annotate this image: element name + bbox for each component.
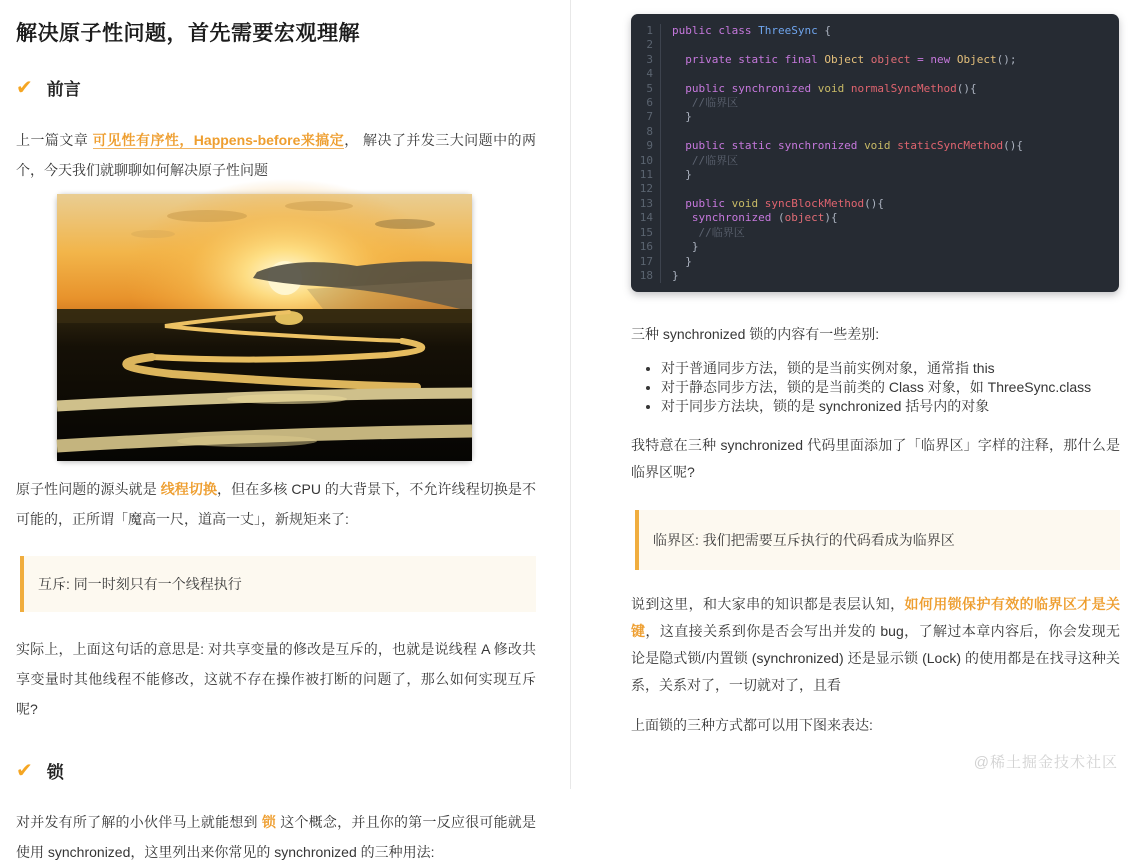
code-text: }: [672, 254, 692, 268]
code-line: [631, 110, 1119, 124]
text-segment: 我特意在三种 synchronized 代码里面添加了「临界区」字样的注释，那什么是临界区呢?: [631, 437, 1120, 481]
line-number: 6: [631, 96, 661, 110]
java-code-block: [631, 14, 1119, 292]
text-segment: ， 解决了并发三大问题中的两个，今天我们就聊聊如何解决原子性问题: [16, 132, 537, 179]
mutex-blockquote: [20, 556, 536, 612]
check-icon: ✔: [16, 760, 33, 783]
right-column: [571, 0, 1131, 789]
code-line: [631, 197, 1119, 211]
critical-section-question-paragraph: [631, 432, 1120, 486]
line-number: 2: [631, 38, 661, 52]
code-line: [631, 82, 1119, 96]
code-text: public synchronized void normalSyncMethod(){: [672, 81, 977, 95]
code-line: [631, 96, 1119, 110]
code-text: }: [672, 240, 699, 254]
code-text: [661, 67, 679, 81]
code-text: public void syncBlockMethod(){: [672, 196, 884, 210]
code-line: [631, 255, 1119, 269]
intro-paragraph: [16, 125, 536, 185]
check-icon: ✔: [16, 77, 33, 100]
code-text: synchronized (object){: [672, 211, 838, 225]
line-number: 17: [631, 255, 661, 269]
list-item: • 对于静态同步方法，锁的是当前类的 Class 对象，如 ThreeSync.class: [661, 378, 1120, 397]
critical-section-blockquote: [635, 510, 1120, 570]
sync-difference-paragraph: [631, 321, 1120, 348]
code-text: //临界区: [672, 153, 739, 167]
line-number: 8: [631, 125, 661, 139]
code-line: [631, 53, 1119, 67]
code-line: [631, 154, 1119, 168]
lock-relationship-paragraph: [631, 591, 1120, 699]
lock-types-list: [631, 359, 1120, 416]
text-segment: 对并发有所了解的小伙伴马上就能想到: [16, 814, 262, 831]
list-item: • 对于普通同步方法，锁的是当前实例对象，通常指 this: [661, 359, 1120, 378]
code-line: [631, 139, 1119, 153]
section-heading-label: 锁: [46, 763, 64, 783]
highlighted-text: 如何用锁保护有效的临界区才是关键: [631, 596, 1120, 640]
line-number: 16: [631, 240, 661, 254]
text-segment: 上一篇文章: [16, 132, 93, 149]
code-line: [631, 182, 1119, 196]
line-number: 18: [631, 269, 661, 283]
text-segment: 这个概念，并且你的第一反应很可能就是使用 synchronized，这里列出来你常见的 synchronized 的三种用法:: [16, 814, 537, 861]
page-title: 解决原子性问题，首先需要宏观理解: [16, 22, 360, 45]
code-line: [631, 211, 1119, 225]
line-number: 15: [631, 226, 661, 240]
code-line: [631, 67, 1119, 81]
code-line: [631, 24, 1119, 38]
code-text: }: [672, 168, 692, 182]
sunset-river-photo: [57, 194, 472, 461]
line-number: 11: [631, 168, 661, 182]
mutex-explained-paragraph: [16, 634, 536, 724]
text-segment: 说到这里，和大家串的知识都是表层认知，: [631, 596, 905, 613]
code-line: [631, 38, 1119, 52]
juejin-watermark: @稀土掘金技术社区: [973, 754, 1118, 771]
section-heading-label: 前言: [46, 80, 81, 100]
section-heading-intro: [16, 75, 536, 100]
text-segment: 实际上，上面这句话的意思是: 对共享变量的修改是互斥的，也就是说线程 A 修改共享变量时其他线程不能修改，这就不存在操作被打断的问题了，那么如何实现互斥呢?: [16, 641, 536, 718]
code-line: [631, 168, 1119, 182]
sunset-river-illustration: [57, 194, 472, 461]
code-line: [631, 226, 1119, 240]
line-number: 7: [631, 110, 661, 124]
text-segment: ，但在多核 CPU 的大背景下，不允许线程切换是不可能的，正所谓「魔高一尺，道高一丈」，新规矩来了:: [16, 481, 536, 528]
line-number: 13: [631, 197, 661, 211]
list-item: • 对于同步方法块，锁的是 synchronized 括号内的对象: [661, 397, 1120, 416]
text-segment: 原子性问题的源头就是: [16, 481, 161, 498]
code-line: [631, 240, 1119, 254]
highlighted-text: 线程切换: [160, 481, 218, 498]
code-line: [631, 269, 1119, 283]
code-text: //临界区: [672, 225, 745, 239]
blockquote-text: 临界区: 我们把需要互斥执行的代码看成为临界区: [653, 532, 955, 549]
code-line: [631, 125, 1119, 139]
text-segment: 上面锁的三种方式都可以用下图来表达:: [631, 717, 873, 734]
text-segment: ，这直接关系到你是否会写出并发的 bug，了解过本章内容后，你会发现无论是隐式锁/内置锁 (synchronized) 还是显示锁 (Lock) 的使用都是在找寻这种关系，关系对了，一切就对了，且看: [631, 623, 1121, 694]
atomicity-paragraph: [16, 474, 536, 534]
line-number: 12: [631, 182, 661, 196]
section-heading-lock: [16, 758, 536, 783]
lock-intro-paragraph: [16, 807, 536, 867]
diagram-lead-paragraph: [631, 712, 1120, 739]
code-text: }: [672, 268, 679, 282]
code-text: [661, 125, 679, 139]
line-number: 1: [631, 24, 661, 38]
blockquote-text: 互斥: 同一时刻只有一个线程执行: [38, 576, 242, 593]
code-text: public static synchronized void staticSyncMethod(){: [672, 139, 1024, 153]
line-number: 10: [631, 154, 661, 168]
text-segment: 三种 synchronized 锁的内容有一些差别:: [631, 326, 880, 343]
line-number: 4: [631, 67, 661, 81]
code-text: //临界区: [672, 96, 739, 110]
line-number: 14: [631, 211, 661, 225]
code-text: [661, 182, 679, 196]
highlighted-text: 锁: [261, 814, 277, 831]
article-link[interactable]: 可见性有序性，Happens-before来搞定: [92, 132, 345, 149]
code-text: [661, 38, 679, 52]
line-number: 9: [631, 139, 661, 153]
code-text: private static final Object object = new Object();: [672, 52, 1017, 66]
line-number: 5: [631, 82, 661, 96]
code-text: }: [672, 110, 692, 124]
line-number: 3: [631, 53, 661, 67]
code-text: public class ThreeSync {: [672, 24, 831, 37]
